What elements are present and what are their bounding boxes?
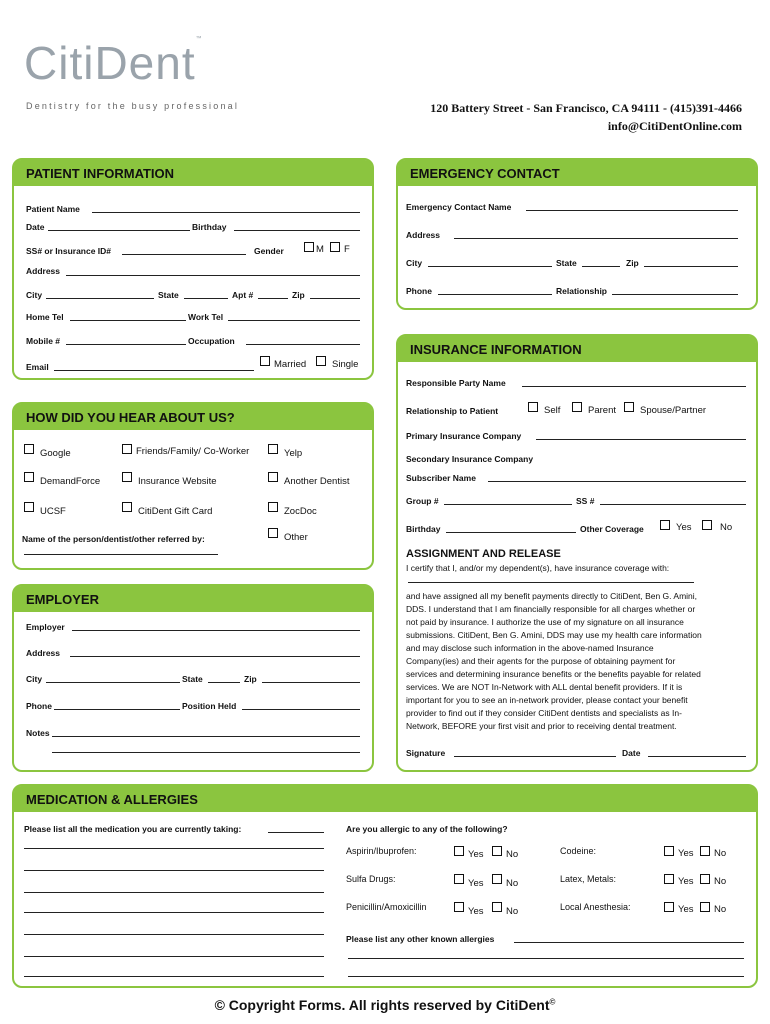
sulfa-no-checkbox[interactable] [492,874,502,884]
patient-name-field[interactable] [92,212,360,213]
group-label: Group # [406,496,439,506]
work-tel-label: Work Tel [188,312,224,322]
penicillin-yes-label: Yes [468,906,484,917]
emergency-phone-field[interactable] [438,294,552,295]
occupation-label: Occupation [188,336,235,346]
penicillin-yes-checkbox[interactable] [454,902,464,912]
employer-field[interactable] [72,630,360,631]
street-address: 120 Battery Street - San Francisco, CA 94111 - (415)391-4466 [430,101,742,115]
contact-address [430,99,742,135]
ucsf-checkbox[interactable] [24,502,34,512]
aspirin-yes-label: Yes [468,849,484,860]
zocdoc-label: ZocDoc [284,506,317,517]
emergency-name-field[interactable] [526,210,738,211]
citident-logo: CitiDent™ [24,36,203,89]
another-dentist-checkbox[interactable] [268,472,278,482]
allergic-question: Are you allergic to any of the following? [346,824,508,834]
spouse-checkbox[interactable] [624,402,634,412]
self-label: Self [544,405,561,416]
assignment-title: ASSIGNMENT AND RELEASE [406,548,561,560]
other-allergies-field-1[interactable] [514,942,744,943]
medication-field-0[interactable] [268,832,324,833]
signature-date-field[interactable] [648,756,746,757]
penicillin-no-label: No [506,906,519,917]
codeine-no-checkbox[interactable] [700,846,710,856]
emergency-zip-label: Zip [626,258,639,268]
other-allergies-field-3[interactable] [348,976,744,977]
emergency-name-label: Emergency Contact Name [406,202,512,212]
emergency-relationship-field[interactable] [612,294,738,295]
state-field[interactable] [184,298,228,299]
single-label: Single [332,359,359,370]
other-allergies-field-2[interactable] [348,958,744,959]
date-label: Date [26,222,45,232]
latex-yes-label: Yes [678,876,694,887]
zip-label: Zip [292,290,305,300]
mobile-field[interactable] [66,344,186,345]
google-label: Google [40,448,71,459]
mobile-label: Mobile # [26,336,61,346]
another-dentist-label: Another Dentist [284,476,350,487]
assignment-line: and may disclose such information in the above-named Insurance [406,643,654,653]
yelp-label: Yelp [284,448,303,459]
latex-no-label: No [714,876,727,887]
referred-by-label: Name of the person/dentist/other referred by: [22,534,205,544]
assignment-line: not paid by insurance. I authorize the use of my signature on all insurance [406,617,684,627]
assignment-text [406,590,752,733]
email-field[interactable] [54,370,254,371]
assignment-line: Network, BEFORE your first visit and prior to receiving dental treatment. [406,721,677,731]
employer-city-field[interactable] [46,682,180,683]
employer-section [12,584,374,772]
emergency-city-label: City [406,258,423,268]
copyright-footer: © Copyright Forms. All rights reserved by CitiDent© [214,997,556,1013]
responsible-party-label: Responsible Party Name [406,378,506,388]
insurance-website-label: Insurance Website [138,476,217,487]
emergency-city-field[interactable] [428,266,552,267]
occupation-field[interactable] [246,344,360,345]
secondary-insurance-label: Secondary Insurance Company [406,454,534,464]
primary-insurance-label: Primary Insurance Company [406,431,522,441]
codeine-label: Codeine: [560,846,597,856]
position-held-label: Position Held [182,701,237,711]
notes-field-2[interactable] [52,752,360,753]
insurance-coverage-field[interactable] [408,582,694,583]
home-tel-field[interactable] [70,320,186,321]
emergency-address-label: Address [406,230,441,240]
emergency-relationship-label: Relationship [556,286,608,296]
responsible-party-field[interactable] [522,386,746,387]
married-label: Married [274,359,307,370]
friends-label: Friends/Family/ Co-Worker [136,446,250,457]
emergency-state-field[interactable] [582,266,620,267]
gender-f-label: F [344,244,350,255]
address-field[interactable] [66,275,360,276]
insurance-birthday-label: Birthday [406,524,441,534]
subscriber-name-label: Subscriber Name [406,473,476,483]
latex-label: Latex, Metals: [560,874,617,884]
latex-yes-checkbox[interactable] [664,874,674,884]
home-tel-label: Home Tel [26,312,64,322]
medication-field-5[interactable] [24,934,324,935]
date-field[interactable] [48,230,190,231]
contact-email: info@CitiDentOnline.com [607,119,742,133]
patient-information-title: PATIENT INFORMATION [14,160,372,186]
aspirin-label: Aspirin/Ibuprofen: [346,846,417,856]
city-label: City [26,290,43,300]
assignment-line: submissions. CitiDent, Ben G. Amini, DDS may use my health care information [406,630,702,640]
subscriber-name-field[interactable] [488,481,746,482]
friends-checkbox[interactable] [122,444,132,454]
zocdoc-checkbox[interactable] [268,502,278,512]
referred-by-field[interactable] [24,554,218,555]
yelp-checkbox[interactable] [268,444,278,454]
birthday-field[interactable] [234,230,360,231]
birthday-label: Birthday [192,222,227,232]
ucsf-label: UCSF [40,506,66,517]
apt-label: Apt # [232,290,254,300]
insurance-birthday-field[interactable] [446,532,576,533]
assignment-line: DDS. I understand that I am financially responsible for all charges whether or [406,604,696,614]
other-coverage-no-checkbox[interactable] [702,520,712,530]
sulfa-yes-label: Yes [468,878,484,889]
single-checkbox[interactable] [316,356,326,366]
gender-f-checkbox[interactable] [330,242,340,252]
signature-date-label: Date [622,748,641,758]
gender-m-label: M [316,244,324,255]
penicillin-no-checkbox[interactable] [492,902,502,912]
other-checkbox[interactable] [268,528,278,538]
how-did-you-hear-title: HOW DID YOU HEAR ABOUT US? [14,404,372,430]
assignment-line: important for you to see an in-network provider, please contact your benefit [406,695,688,705]
state-label: State [158,290,179,300]
google-checkbox[interactable] [24,444,34,454]
work-tel-field[interactable] [228,320,360,321]
signature-label: Signature [406,748,446,758]
medication-field-1[interactable] [24,848,324,849]
aspirin-no-checkbox[interactable] [492,846,502,856]
city-field[interactable] [46,298,154,299]
patient-information-section [12,158,374,380]
other-allergies-label: Please list any other known allergies [346,934,495,944]
employer-city-label: City [26,674,43,684]
parent-label: Parent [588,405,616,416]
medication-allergies-title: MEDICATION & ALLERGIES [14,786,756,812]
assignment-line: provider to find out if they consider CitiDent dentists and specialists as In- [406,708,682,718]
zip-field[interactable] [310,298,360,299]
ss-label: SS# or Insurance ID# [26,246,112,256]
codeine-no-label: No [714,848,727,859]
other-coverage-label: Other Coverage [580,524,644,534]
group-field[interactable] [444,504,572,505]
insurance-ss-field[interactable] [600,504,746,505]
tagline: Dentistry for the busy professional [26,101,240,111]
emergency-zip-field[interactable] [644,266,738,267]
demandforce-label: DemandForce [40,476,101,487]
relationship-label: Relationship to Patient [406,406,499,416]
anesthesia-no-checkbox[interactable] [700,902,710,912]
assignment-line: services and determining insurance benefits or the benefits payable for related [406,669,701,679]
penicillin-label: Penicillin/Amoxicillin [346,902,427,912]
insurance-information-title: INSURANCE INFORMATION [398,336,756,362]
employer-zip-label: Zip [244,674,257,684]
medication-allergies-section [12,784,758,988]
codeine-yes-label: Yes [678,848,694,859]
insurance-ss-label: SS # [576,496,595,506]
address-label: Address [26,266,61,276]
medication-field-4[interactable] [24,912,324,913]
assignment-line: and have assigned all my benefit payments directly to CitiDent, Ben G. Amini, [406,591,698,601]
signature-field[interactable] [454,756,616,757]
notes-label: Notes [26,728,50,738]
medication-list-label: Please list all the medication you are currently taking: [24,824,242,834]
other-coverage-no-label: No [720,522,733,533]
apt-field[interactable] [258,298,288,299]
assignment-line: Company(ies) and their agents for the purpose of obtaining payment for [406,656,676,666]
gender-m-checkbox[interactable] [304,242,314,252]
primary-insurance-field[interactable] [536,439,746,440]
other-label: Other [284,532,308,543]
insurance-website-checkbox[interactable] [122,472,132,482]
emergency-contact-section [396,158,758,310]
employer-zip-field[interactable] [262,682,360,683]
assignment-intro: I certify that I, and/or my dependent(s), have insurance coverage with: [406,563,670,573]
parent-checkbox[interactable] [572,402,582,412]
codeine-yes-checkbox[interactable] [664,846,674,856]
employer-phone-field[interactable] [54,709,180,710]
married-checkbox[interactable] [260,356,270,366]
email-label: Email [26,362,49,372]
emergency-state-label: State [556,258,577,268]
other-coverage-yes-checkbox[interactable] [660,520,670,530]
assignment-line: services. We are NOT In-Network with ALL dental benefit providers. If it is [406,682,683,692]
gift-card-label: CitiDent Gift Card [138,506,213,517]
aspirin-yes-checkbox[interactable] [454,846,464,856]
employer-address-label: Address [26,648,61,658]
gender-label: Gender [254,246,284,256]
emergency-contact-title: EMERGENCY CONTACT [398,160,756,186]
sulfa-yes-checkbox[interactable] [454,874,464,884]
employer-state-field[interactable] [208,682,240,683]
medication-field-2[interactable] [24,870,324,871]
sulfa-label: Sulfa Drugs: [346,874,396,884]
emergency-address-field[interactable] [454,238,738,239]
sulfa-no-label: No [506,878,519,889]
spouse-label: Spouse/Partner [640,405,707,416]
employer-title: EMPLOYER [14,586,372,612]
copyright-text: © Copyright Forms. All rights reserved by CitiDent [214,997,550,1013]
ss-field[interactable] [122,254,246,255]
emergency-phone-label: Phone [406,286,432,296]
notes-field[interactable] [52,736,360,737]
patient-name-label: Patient Name [26,204,80,214]
other-coverage-yes-label: Yes [676,522,692,533]
anesthesia-label: Local Anesthesia: [560,902,631,912]
medication-field-6[interactable] [24,956,324,957]
medication-field-3[interactable] [24,892,324,893]
anesthesia-yes-label: Yes [678,904,694,915]
employer-label: Employer [26,622,65,632]
demandforce-checkbox[interactable] [24,472,34,482]
self-checkbox[interactable] [528,402,538,412]
anesthesia-yes-checkbox[interactable] [664,902,674,912]
how-did-you-hear-section [12,402,374,570]
latex-no-checkbox[interactable] [700,874,710,884]
insurance-information-section [396,334,758,772]
position-held-field[interactable] [242,709,360,710]
anesthesia-no-label: No [714,904,727,915]
gift-card-checkbox[interactable] [122,502,132,512]
aspirin-no-label: No [506,849,519,860]
employer-state-label: State [182,674,203,684]
employer-address-field[interactable] [70,656,360,657]
medication-field-7[interactable] [24,976,324,977]
employer-phone-label: Phone [26,701,52,711]
